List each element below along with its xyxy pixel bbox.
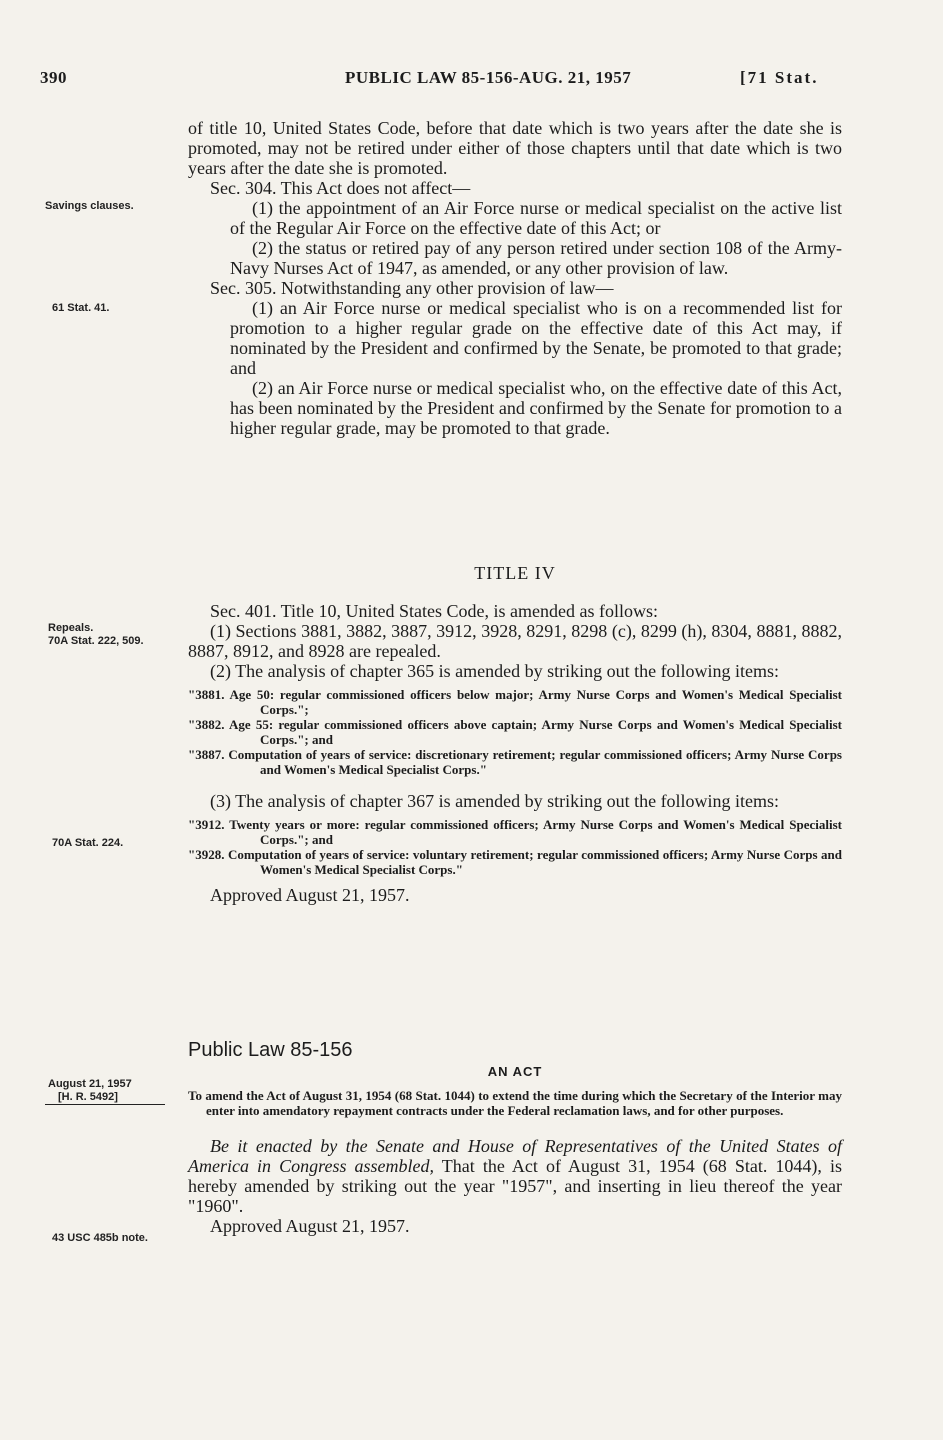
sec-304-heading: Sec. 304. This Act does not affect— [210, 178, 471, 198]
volume-reference: [71 Stat. [740, 68, 819, 87]
running-title: PUBLIC LAW 85-156-AUG. 21, 1957 [345, 68, 632, 87]
chapter-365-items [188, 687, 842, 777]
list-item: "3887. Computation of years of service: discretionary retirement; regular commissioned officers; Army Nurse Corps and Women's Medical Specialist Corps." [188, 747, 842, 777]
page-number: 390 [40, 68, 67, 87]
enacting-formula: Be it enacted by the Senate and House of Representatives of the United States of America in Congress assembled, [188, 1136, 842, 1176]
an-act-heading: AN ACT [487, 1064, 543, 1079]
sec-305-heading: Sec. 305. Notwithstanding any other provision of law— [210, 278, 614, 298]
approved-date-1: Approved August 21, 1957. [210, 885, 410, 905]
margin-note-bill: [H. R. 5492] [58, 1091, 118, 1103]
sec-401: Sec. 401. Title 10, United States Code, is amended as follows: [210, 601, 658, 621]
approved-date-2: Approved August 21, 1957. [210, 1216, 410, 1236]
lead-in-paragraph: of title 10, United States Code, before that date which is two years after the date she is promoted, may not be retired under either of those chapters until that date which is two years after the date she is promoted. [188, 118, 842, 178]
chapter-367-items [188, 817, 842, 877]
margin-note-date: August 21, 1957 [48, 1078, 132, 1090]
enacting-clause [188, 1136, 842, 1216]
list-item: "3928. Computation of years of service: voluntary retirement; regular commissioned officers; Army Nurse Corps and Women's Medical Specialist Corps." [188, 847, 842, 877]
sec-304-item-2: (2) the status or retired pay of any person retired under section 108 of the Army-Navy Nurses Act of 1947, as amended, or any other provision of law. [230, 238, 842, 278]
sec-401-para-1: (1) Sections 3881, 3882, 3887, 3912, 3928, 8291, 8298 (c), 8299 (h), 8304, 8881, 8882, 8887, 8912, and 8928 are repealed. [188, 621, 842, 661]
sec-401-para-2: (2) The analysis of chapter 365 is amended by striking out the following items: [210, 661, 780, 681]
list-item: "3912. Twenty years or more: regular commissioned officers; Army Nurse Corps and Women's Medical Specialist Corps."; and [188, 817, 842, 847]
list-item: "3882. Age 55: regular commissioned officers above captain; Army Nurse Corps and Women's Medical Specialist Corps."; and [188, 717, 842, 747]
margin-note-rule [45, 1104, 165, 1105]
title-iv [188, 563, 842, 905]
sec-401-para-3: (3) The analysis of chapter 367 is amended by striking out the following items: [210, 791, 780, 811]
list-item: "3881. Age 50: regular commissioned officers below major; Army Nurse Corps and Women's Medical Specialist Corps."; [188, 687, 842, 717]
margin-note-savings: Savings clauses. [45, 200, 134, 212]
margin-note-70a-stat: 70A Stat. 224. [52, 837, 124, 849]
title-iv-heading: TITLE IV [474, 563, 556, 583]
sec-305-item-2: (2) an Air Force nurse or medical specialist who, on the effective date of this Act, has been nominated by the President and confirmed by the Senate for promotion to a higher regular grade, may be promoted to that grade. [230, 378, 842, 438]
sec-304-item-1: (1) the appointment of an Air Force nurse or medical specialist on the active list of the Regular Air Force on the effective date of this Act; or [230, 198, 842, 238]
long-title: To amend the Act of August 31, 1954 (68 Stat. 1044) to extend the time during which the Secretary of the Interior may enter into amendatory repayment contracts under the Federal reclamation laws, and for other purposes. [188, 1088, 842, 1118]
public-law-title: Public Law 85-156 [188, 1039, 353, 1061]
sec-305-item-1: (1) an Air Force nurse or medical specialist who is on a recommended list for promotion to a higher regular grade on the effective date of this Act may, if nominated by the President and confirmed by the Senate, be promoted to that grade; and [230, 298, 842, 378]
public-law-section [188, 1040, 842, 1236]
amendment-text: That the Act of August 31, 1954 (68 Stat. 1044), is hereby amended by striking out the year "1957", and inserting in lieu thereof the year "1960". [188, 1156, 842, 1216]
margin-note-repeals-cite: 70A Stat. 222, 509. [48, 635, 144, 647]
margin-note-usc: 43 USC 485b note. [52, 1232, 148, 1244]
section-304 [188, 118, 842, 438]
margin-note-repeals: Repeals. [48, 622, 94, 634]
margin-note-61-stat: 61 Stat. 41. [52, 302, 110, 314]
